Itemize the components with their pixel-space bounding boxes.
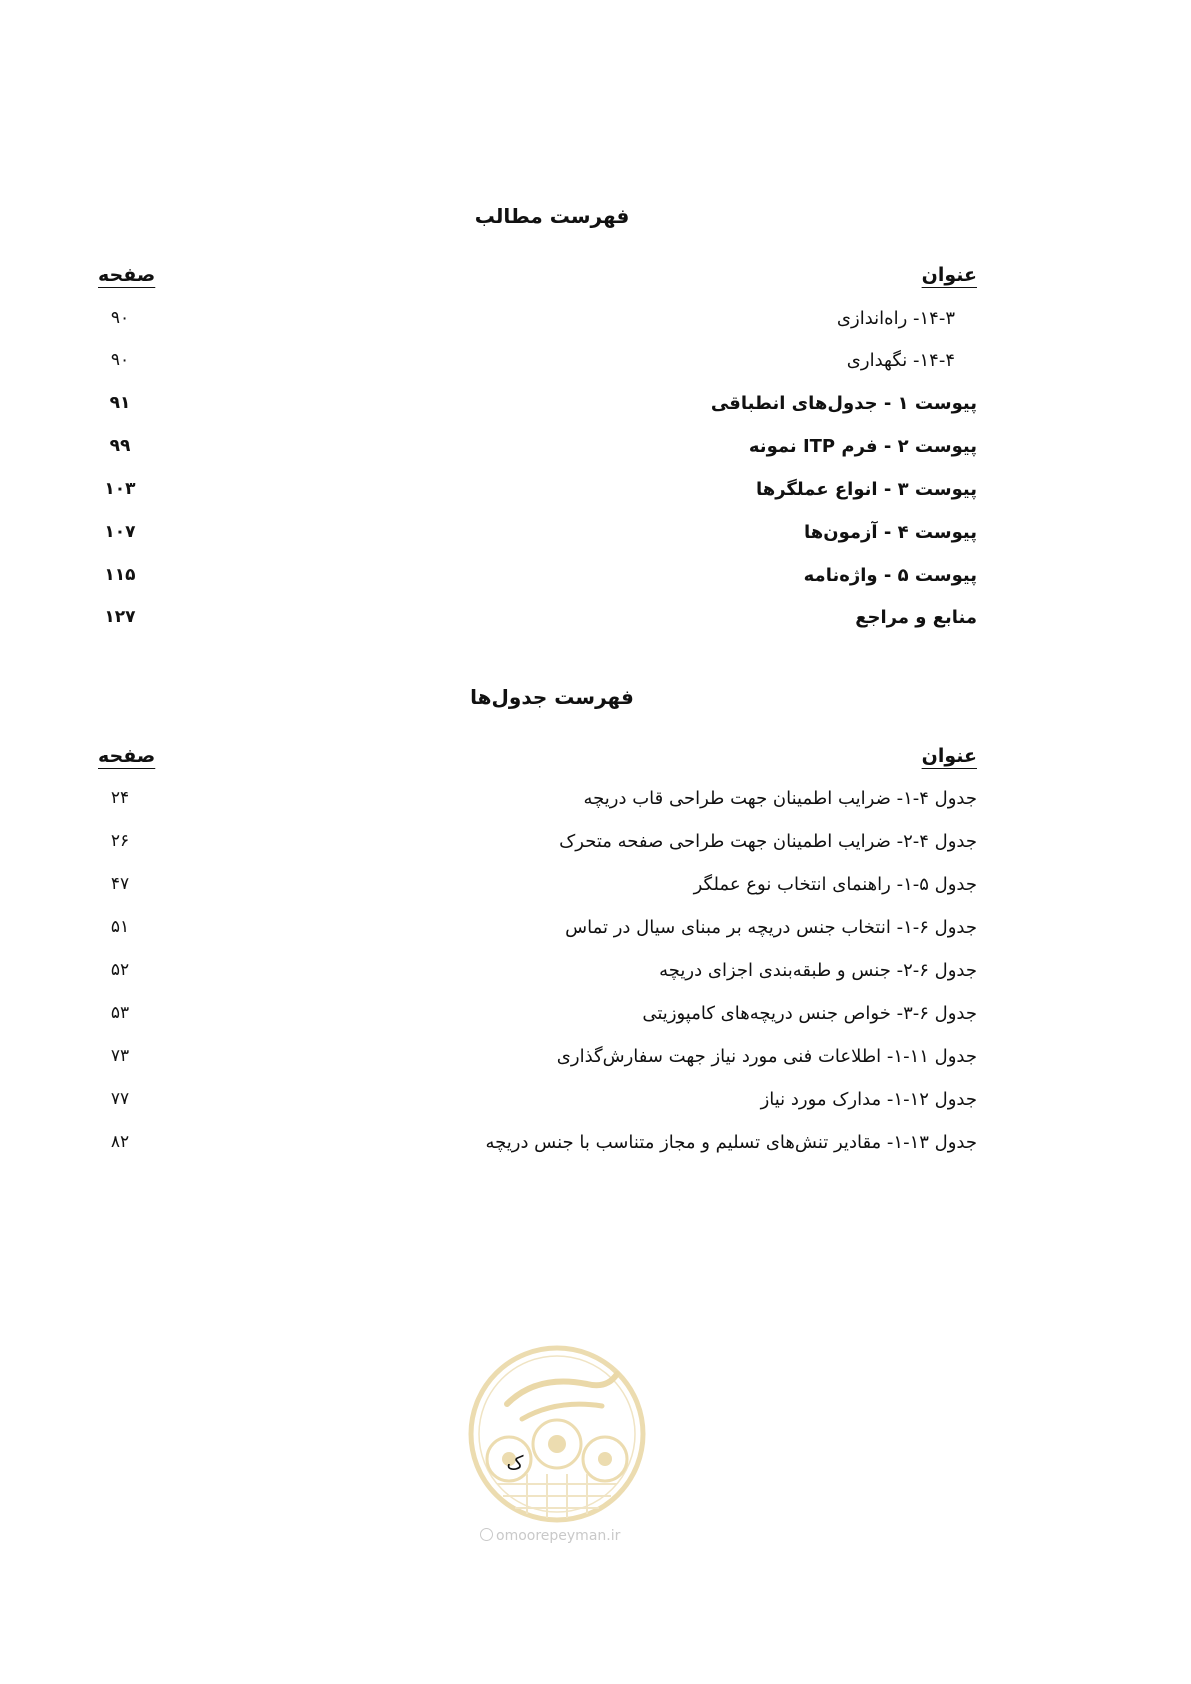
table-list-row[interactable]	[0, 960, 1104, 990]
toc-row[interactable]	[0, 479, 1104, 509]
table-list-row[interactable]	[0, 788, 1104, 818]
toc-row-page: ۱۰۷	[104, 522, 136, 542]
table-list-row-title: جدول ۱۳-۱- مقادیر تنش‌های تسلیم و مجاز متناسب با جنس دریچه	[485, 1132, 977, 1153]
table-list-row-page: ۸۲	[110, 1132, 130, 1152]
toc-row-title: پیوست ۱ - جدول‌های انطباقی	[710, 393, 977, 414]
gear-seal-logo-icon	[467, 1344, 647, 1524]
toc-row-title: پیوست ۲ - فرم ITP نمونه	[748, 436, 977, 457]
tables-title: فهرست جدول‌ها	[470, 685, 634, 709]
toc-row[interactable]	[0, 522, 1104, 552]
tables-header-page: صفحه	[98, 745, 156, 767]
table-list-row[interactable]	[0, 917, 1104, 947]
table-list-row-title: جدول ۱۱-۱- اطلاعات فنی مورد نیاز جهت سفارش‌گذاری	[556, 1046, 977, 1067]
toc-row-page: ۹۱	[109, 393, 131, 413]
table-list-row-title: جدول ۱۲-۱- مدارک مورد نیاز	[760, 1089, 977, 1110]
page-number: ک	[506, 1452, 524, 1474]
table-list-row-page: ۵۳	[110, 1003, 130, 1023]
table-list-row-title: جدول ۶-۱- انتخاب جنس دریچه بر مبنای سیال در تماس	[565, 917, 977, 938]
table-list-row-title: جدول ۶-۳- خواص جنس دریچه‌های کامپوزیتی	[642, 1003, 977, 1024]
toc-row-title: منابع و مراجع	[855, 607, 977, 628]
toc-row-title: ۱۴-۳- راه‌اندازی	[836, 308, 955, 329]
table-list-row-page: ۲۴	[110, 788, 130, 808]
table-list-row-page: ۴۷	[110, 874, 130, 894]
toc-row[interactable]	[0, 436, 1104, 466]
watermark-site-text: omoorepeyman.ir	[496, 1528, 621, 1544]
toc-row-title: پیوست ۵ - واژه‌نامه	[803, 565, 977, 586]
toc-row[interactable]	[0, 565, 1104, 595]
table-list-row[interactable]	[0, 1046, 1104, 1076]
tables-header-title: عنوان	[921, 745, 977, 767]
table-list-row[interactable]	[0, 1003, 1104, 1033]
toc-row[interactable]	[0, 308, 1104, 338]
toc-row[interactable]	[0, 350, 1104, 380]
table-list-row-page: ۲۶	[110, 831, 130, 851]
toc-row-title: ۱۴-۴- نگهداری	[846, 350, 955, 371]
toc-row-page: ۱۱۵	[104, 565, 136, 585]
toc-row-page: ۹۰	[110, 350, 130, 370]
toc-row[interactable]	[0, 607, 1104, 637]
toc-header-title: عنوان	[921, 264, 977, 286]
table-list-row[interactable]	[0, 1089, 1104, 1119]
toc-row-title: پیوست ۳ - انواع عملگرها	[756, 479, 977, 500]
table-list-row-title: جدول ۵-۱- راهنمای انتخاب نوع عملگر	[693, 874, 977, 895]
toc-row[interactable]	[0, 393, 1104, 423]
toc-header-page: صفحه	[98, 264, 156, 286]
table-list-row[interactable]	[0, 1132, 1104, 1162]
table-list-row[interactable]	[0, 874, 1104, 904]
toc-row-page: ۱۲۷	[104, 607, 136, 627]
watermark-site	[480, 1528, 620, 1544]
table-list-row-title: جدول ۶-۲- جنس و طبقه‌بندی اجزای دریچه	[659, 960, 977, 981]
toc-title: فهرست مطالب	[474, 204, 630, 228]
toc-row-page: ۱۰۳	[104, 479, 136, 499]
toc-row-page: ۹۰	[110, 308, 130, 328]
toc-row-title: پیوست ۴ - آزمون‌ها	[804, 522, 977, 543]
table-list-row-page: ۵۱	[110, 917, 130, 937]
table-list-row-page: ۷۳	[110, 1046, 130, 1066]
globe-icon	[480, 1528, 493, 1541]
table-list-row-title: جدول ۴-۱- ضرایب اطمینان جهت طراحی قاب دریچه	[583, 788, 977, 809]
table-list-row-title: جدول ۴-۲- ضرایب اطمینان جهت طراحی صفحه متحرک	[559, 831, 977, 852]
toc-row-page: ۹۹	[109, 436, 131, 456]
table-list-row-page: ۷۷	[110, 1089, 130, 1109]
table-list-row-page: ۵۲	[110, 960, 130, 980]
table-list-row[interactable]	[0, 831, 1104, 861]
